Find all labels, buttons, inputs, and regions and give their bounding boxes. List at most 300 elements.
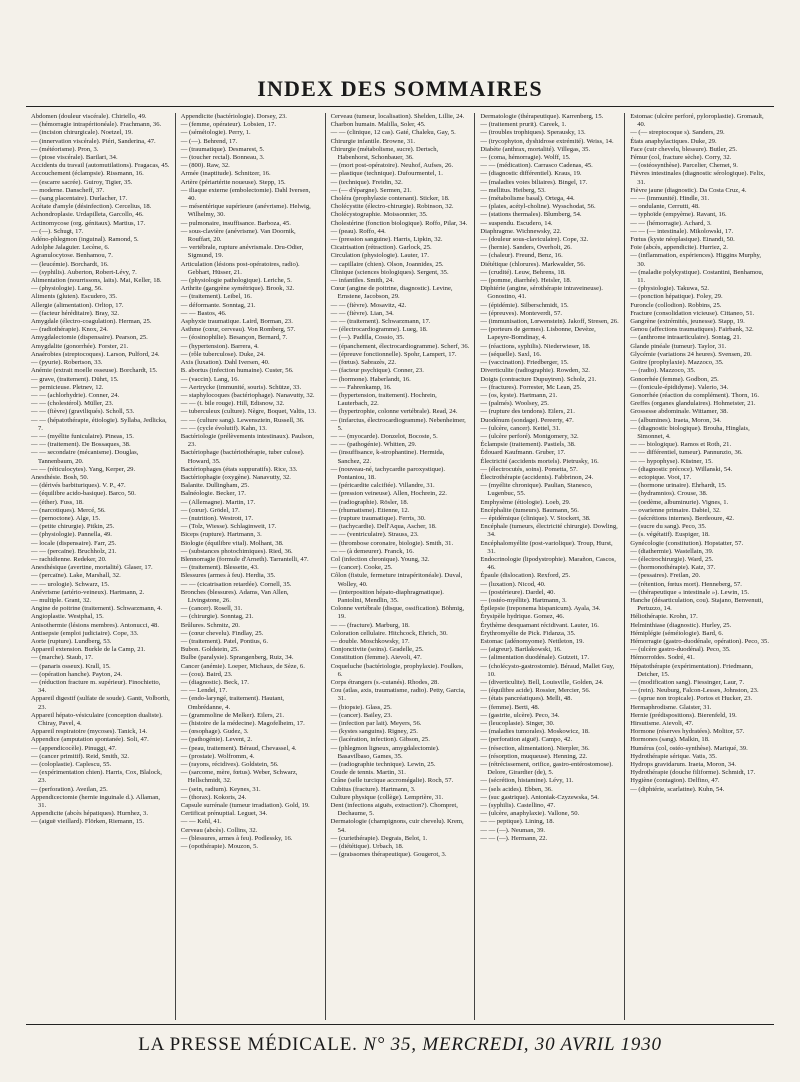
index-entry: — iliaque externe (embolectomie). Dahl Iversen, 40. <box>180 186 311 203</box>
index-entry: — (hormone urinaire). Ehrhardt, 15. <box>630 482 727 490</box>
index-entry: — — secondaire (mécanisme). Douglas, Tannenbaum, 20. <box>31 449 139 465</box>
index-entry: — (sarcome, mère, fœtus). Weber, Schwarz, Hellschmidt, 32. <box>180 769 298 785</box>
index-entry: — (diététique). Urbach, 18. <box>330 843 404 851</box>
footer-issue: N° 35, MERCREDI, 30 AVRIL 1930 <box>363 1034 662 1055</box>
index-entry: — (diagnostic différentiel). Kraus, 19. <box>480 170 582 178</box>
index-entry: Balnéologie. Becker, 17. <box>180 490 246 498</box>
index-entry: — (escarre sacrée). Guiroy, Tigier, 35. <box>31 178 133 186</box>
index-entry: — (épreuves). Monteverdi, 57. <box>480 309 563 317</box>
index-entry: Bactériophages (états suppuratifs). Rice, 33. <box>180 465 298 473</box>
index-entry: Cholérа (prophylaxie contenant). Sticker, 18. <box>330 195 450 203</box>
index-entry: — (maladies voies biliaires). Bingel, 17. <box>480 178 588 186</box>
index-entry: — (narcotiques). Mercé, 56. <box>31 506 106 514</box>
index-entry: — (insuffisance, k-strophantine). Hermida, Sanchez, 22. <box>330 449 445 465</box>
index-entry: — vertébrale, rupture anévrismale. Dru-Odier, Sigmund, 19. <box>180 244 304 260</box>
index-entry: Armée (inaptitude). Schnitzer, 16. <box>180 170 271 178</box>
index-entry: Circulation (physiologie). Lauter, 17. <box>330 252 429 260</box>
index-entry: — (radiographie). Rösler, 18. <box>330 498 409 506</box>
index-entry: Fracture (consolidation vicieuse). Cittaneo, 51. <box>630 309 755 317</box>
index-entry: — (appendicocèle). Pinuggi, 47. <box>31 744 117 752</box>
index-entry: — (sein, radium). Keynes, 31. <box>180 785 261 793</box>
index-entry: — ondulante, Cerrutti, 48. <box>630 203 700 211</box>
index-entry: — (résorption, muqueuse). Henning, 22. <box>480 752 588 760</box>
index-entry: — (curiethérapie). Degrais, Belot, 1. <box>330 834 428 842</box>
index-entry: Capsule surrénale (tumeur irradiation). Gold, 19. <box>180 802 310 810</box>
index-entry: — (ptose viscérale). Barilari, 34. <box>31 154 118 162</box>
index-column-5 <box>624 113 774 1020</box>
index-entry: — (ostéosynthèse). Parcelier, Chemet, 9. <box>630 162 738 170</box>
index-entry: Bubon. Goldstein, 25. <box>180 646 239 654</box>
index-columns <box>26 113 774 1020</box>
index-entry: — (porteurs de germes). Lisbonne, Devèze, Lapeyre-Bomdinay, 4. <box>480 326 596 342</box>
index-entry: Appareil extension. Burkle de la Camp, 21. <box>31 646 146 654</box>
index-entry: Bactériophagie (oxygène). Nanavutty, 32. <box>180 473 291 481</box>
index-entry: — (blessures, armes à feu). Podlessky, 16. <box>180 834 293 842</box>
index-entry: — (hémorragie intrapéritonéale). Frachmann, 36. <box>31 121 162 129</box>
index-entry: Certificat prénuptial. Leguet, 34. <box>180 810 268 818</box>
index-entry: Glande pinéale (tumeur). Taylor, 31. <box>630 342 727 350</box>
index-entry: Hormones (sang). Malkin, 18. <box>630 736 710 744</box>
index-entry: — (opération hanche). Payton, 24. <box>31 670 123 678</box>
index-entry: Hémiplégie (séméiologie). Bard, 6. <box>630 629 724 637</box>
index-entry: — (rétention, fœtus mort). Henneberg, 57. <box>630 580 742 588</box>
index-entry: Grossesse abdominale. Wittamer, 38. <box>630 408 729 416</box>
index-entry: Dermatologie (thérapeutique). Karrenberg, 15. <box>480 113 604 120</box>
index-entry: Fémur (col, fracture sèche). Corry, 32. <box>630 154 732 162</box>
index-entry: — (fonicule-épididyme). Valerio, 34. <box>630 383 729 391</box>
index-entry: — (graissomes thérapeutique). Gougerot, 3. <box>330 851 447 859</box>
index-entry: Érythème desquamant récidivant. Lauter, 16. <box>480 621 599 629</box>
index-entry: Hanche (désarticulation, cou). Stajano, Benvenuti, Pertuzzo, 14. <box>630 596 764 613</box>
index-entry: — ectopique. Voot, 17. <box>630 473 692 481</box>
index-entry: — (réduction fracture m. supérieur). Finochietto, 34. <box>31 679 161 695</box>
index-entry: — (suc gastrique). Antoniak-Czyzewska, 54. <box>480 793 599 801</box>
index-entry: — (ulcère, cancer). Kettel, 31. <box>480 424 561 432</box>
index-entry: — (traitement). Leibel, 16. <box>180 293 252 301</box>
index-entry: Doigts (contracture Dupuytren). Scholz, 21. <box>480 375 597 383</box>
index-entry: Estomac (ulcère perforé, pyloroplastie). Gromault, 40. <box>630 113 764 129</box>
index-entry: — (diathermie). Wastellain, 39. <box>630 547 714 555</box>
index-entry: Anesthésie. Bosh, 50. <box>31 473 89 481</box>
index-entry: — (lacération, infection). Gibson, 25. <box>330 736 430 744</box>
index-column-4 <box>474 113 624 1020</box>
index-entry: Fièvre jaune (diagnostic). Da Costa Cruz, 4. <box>630 186 747 194</box>
index-entry: — (postérieure). Dardel, 40. <box>480 588 556 596</box>
index-entry: — (sang placentaire). Durlacher, 17. <box>31 195 128 203</box>
index-entry: — (réactions, syphilis). Niederwieser, 18. <box>480 342 591 350</box>
index-entry: — ovarienne primaire. Dabiel, 32. <box>630 506 721 514</box>
index-entry: — (histoire de la médecine). Magofelheim, 17. <box>180 720 305 728</box>
index-entry: Coqueluche (bactériologie, prophylaxie). Foulkes, 6. <box>330 662 464 678</box>
index-entry: — (cancer). Rosell, 31. <box>180 605 243 613</box>
index-entry: Alimentation (nourrissons, laits). Mai, Keller, 18. <box>31 277 162 285</box>
index-entry: Fœtus (kyste néoplasique). Einandi, 50. <box>630 236 735 244</box>
index-entry: — (femme). Berti, 48. <box>480 703 540 711</box>
index-entry: Endocrinologie (lipodystrophie). Marañon, Cascos, 46. <box>480 555 616 572</box>
index-entry: Amygdalectomie (dispensaire). Pearson, 25. <box>31 334 148 342</box>
index-entry: Amygdalite (gonorrhée). Forster, 21. <box>31 342 129 350</box>
index-entry: Diabète (anthrax, mortalité). Villegas, 35. <box>480 145 591 153</box>
index-entry: Appendice (amputation spontanée). Soli, 47. <box>31 736 149 744</box>
index-entry: — — (fièvre) (graviliqués). Scholl, 53. <box>31 408 135 416</box>
index-entry: Hémorroïdes. Sodré, 41. <box>630 654 695 662</box>
index-entry: Clinique (sciences biologiques). Sergent, 35. <box>330 268 449 276</box>
index-entry: Adéno-phlegmon (inguinal). Ramond, 5. <box>31 236 139 244</box>
index-entry: Hormone (réserves hydratées). Molitor, 57. <box>630 728 745 736</box>
index-entry: — (gastrite, ulcère). Peco, 34. <box>480 711 560 719</box>
index-entry: — — (immunité). Hindle, 31. <box>630 195 710 203</box>
index-entry: Érythromyélie de Pick. Fidanza, 35. <box>480 629 576 637</box>
index-column-1 <box>26 113 175 1020</box>
index-entry: — — (hémorragie). Achard, 3. <box>630 219 712 227</box>
index-entry: Greffes (organes glandulaires). Hohmeister, 21. <box>630 400 756 408</box>
index-entry: — (rhumatisme). Etienne, 12. <box>330 506 410 514</box>
index-entry: — (plaies, acétyl-choline). Wysschodat, 56. <box>480 203 596 211</box>
index-entry: — rachidienne. Redeker, 20. <box>31 555 107 563</box>
index-entry: — (thérapeutique « intestinale »). Lewin, 15. <box>630 588 750 596</box>
index-entry: — (leucoplasie). Singer, 30. <box>480 720 555 728</box>
index-entry: — — (achlorhydrie). Conner, 24. <box>31 391 120 399</box>
index-entry: — (rayons, récidives). Goldstein, 56. <box>180 761 279 769</box>
index-entry: — (dérivés barbituriques). V. P., 47. <box>31 482 126 490</box>
index-entry: Gynécologie (constitution). Hopstatter, 57. <box>630 539 744 547</box>
index-entry: — (sucre du sang). Peco, 35. <box>630 523 707 531</box>
index-entry: — suspendu. Escudero, 14. <box>480 219 553 227</box>
index-entry: Balanite. Dullingham, 25. <box>180 482 250 490</box>
index-entry: — (équilibre acido-basique). Barco, 50. <box>31 490 136 498</box>
index-entry: Anaérobies (streptocoques). Larson, Pulford, 24. <box>31 350 160 358</box>
index-entry: — (physiologie). Pannella, 49. <box>31 531 112 539</box>
index-entry: Bulbe (paralysie). Sprangenberg, Ruiz, 34. <box>180 654 294 662</box>
index-entry: — (sels acides). Ebben, 36. <box>480 785 553 793</box>
index-entry: — — (—). Hermann, 22. <box>480 834 548 842</box>
index-entry: — (infection par lait). Meyers, 56. <box>330 720 422 728</box>
index-entry: Côlon (fistule, fermeture intrapéritonéale). Duval, Wolley, 40. <box>330 572 463 588</box>
index-entry: Duodénum (sondage). Pereerty, 47. <box>480 416 574 424</box>
index-entry: — — Fahrenkamp, 16. <box>330 383 392 391</box>
index-entry: — — (fièvre). Mosavitz, 42. <box>330 301 407 309</box>
index-entry: — (vaccination). Friedberger, 15. <box>480 359 569 367</box>
index-entry: — (—). Behrend, 17. <box>180 137 238 145</box>
index-entry: — (technique). Freidin, 32. <box>330 178 403 186</box>
index-entry: — (chirurgie). Sonntag, 21. <box>180 613 254 621</box>
index-entry: Chirurgie (métabolisme, sucre). Dertsch, Habenhorst, Schonbauer, 36. <box>330 145 439 162</box>
index-entry: — (épidémie). Silberschmidt, 15. <box>480 301 569 309</box>
index-entry: — (thorax). Kokoris, 24. <box>180 793 247 801</box>
index-entry: — (ponction hépatique). Foley, 29. <box>630 293 723 301</box>
index-entry: — (rein). Neuburg, Falcon-Lesses, Johnston, 23. <box>630 687 759 695</box>
index-entry: — grave, (traitement). Dührt, 15. <box>31 375 119 383</box>
index-entry: — (diphtérie, scarlatine). Kuhn, 54. <box>630 785 725 793</box>
index-entry: — — (— intestinale). Mikolowski, 17. <box>630 227 734 235</box>
index-entry: — multiple. Grant, 32. <box>31 596 92 604</box>
index-entry: Édouard Kaufmann. Gruber, 17. <box>480 449 566 457</box>
index-entry: Hémorragie (gastro-duodénale, opération). Peco, 35. <box>630 638 769 645</box>
index-entry: — (radiothérapie). Knox, 24. <box>31 326 108 334</box>
index-entry: — (diverticulite). Bell, Louisville, Golden, 24. <box>480 679 604 687</box>
index-entry: — (stations thermales). Blumberg, 54. <box>480 211 582 219</box>
index-entry: Arthrite (gangrène symétrique). Brook, 32. <box>180 285 295 293</box>
index-entry: — (syphilis). Castellino, 47. <box>480 802 556 810</box>
index-entry: — typhoïde (empyème). Ravant, 16. <box>630 211 727 219</box>
index-entry: — (crudité). Leuw, Behrens, 18. <box>480 268 566 276</box>
index-entry: — (alimentation duodénale). Gutzeit, 17. <box>480 654 589 662</box>
index-entry: — (—). Padilla, Cossio, 35. <box>330 334 405 342</box>
index-entry: Appareil hépato-vésiculaire (conception dualiste). Chiray, Pavel, 4. <box>31 711 163 728</box>
index-entry: Dent (infections aiguës, extraction?). Chompret, Dechaume, 5. <box>330 802 458 818</box>
index-entry: Brûlures. Schmitz, 20. <box>180 621 240 629</box>
index-entry: — mésentérique supérieure (anévrisme). Helwig, Wilhelmy, 30. <box>180 203 311 219</box>
index-entry: — (incision chirurgicale). Noetzel, 19. <box>31 129 133 137</box>
index-entry: — plastique (technique). Dufourmentel, 1. <box>330 170 443 178</box>
index-entry: — (expérimentation chien). Harris, Cox, Blalock, 23. <box>31 769 162 785</box>
index-entry: — (hypertension, traitement). Hochrein, Lauterbach, 22. <box>330 391 437 408</box>
index-entry: Encéphalomyélite (post-variolique). Troup, Hurst, 31. <box>480 539 613 555</box>
index-entry: Face (cuir chevelu, blessure). Butler, 25. <box>630 145 738 153</box>
index-entry: Électricité (accidents mortels). Pietrusky, 16. <box>480 457 599 465</box>
index-entry: Gangrène (extrémités, jeunesse). Stapp, 19. <box>630 318 745 326</box>
index-entry: — (hypertrophie, colonne vertébrale). Read, 24. <box>330 408 458 416</box>
index-entry: — (os, kyste). Hartmann, 21. <box>480 391 558 399</box>
index-entry: — (cou). Baird, 23. <box>180 670 233 678</box>
index-entry: — (percaïne). Lake, Marshall, 32. <box>31 572 121 580</box>
index-entry: — (tachycardie). Dell'Aqua, Ascher, 18. <box>330 523 437 531</box>
index-entry: Accidents du travail (automutilations). Fragacas, 45. <box>31 162 170 170</box>
index-entry: Culture physique (collège). Lemprière, 31. <box>330 793 444 801</box>
index-entry: — pulmonaire, insuffisance. Barboza, 45. <box>180 219 291 227</box>
index-entry: — (mort post-opératoire). Neuhof, Aufses, 26. <box>330 162 454 170</box>
index-entry: Gonorrhée (réaction du complément). Thorn, 16. <box>630 391 759 399</box>
index-entry: — (pyurie). Robertson, 33. <box>31 359 103 367</box>
index-entry: — (cancer primitif). Reid, Smith, 32. <box>31 752 129 760</box>
index-entry: — double. Moschkowsky, 17. <box>330 638 410 645</box>
index-entry: Électrothérapie (accidents). Fabbrinon, 24. <box>480 473 594 481</box>
index-entry: — (leucémie). Borchardt, 16. <box>31 260 109 268</box>
index-entry: — (s. végétatif). Euspiger, 18. <box>630 531 710 539</box>
index-entry: — (rupture traumatique). Ferris, 30. <box>330 514 426 522</box>
index-entry: — (résection, alimentation). Nierpler, 36. <box>480 744 590 752</box>
index-entry: Cœur (angine de poitrine, diagnostic). Levine, Ernstene, Jacobson, 29. <box>330 285 453 301</box>
index-entry: — (facteur héréditaire). Bray, 32. <box>31 309 119 317</box>
index-entry: — mellitus. Heiberg, 53. <box>480 186 546 194</box>
index-entry: — — (à demeurer). Franck, 16. <box>330 547 415 555</box>
index-entry: — (épreuve fonctionnelle). Spohr, Lampert, 17. <box>330 350 457 358</box>
footer-rule <box>26 1024 774 1025</box>
index-entry: — (pression veineuse). Allen, Hochrein, 22. <box>330 490 447 498</box>
index-entry: — (traitement prurit). Careek, 1. <box>480 121 567 129</box>
index-entry: Aorte (rupture). Lundberg, 53. <box>31 638 112 645</box>
index-entry: Crâne (selle turcique accromégalie). Roch, 57. <box>330 777 454 785</box>
index-entry: Angioplastie. Westphal, 15. <box>31 613 104 621</box>
index-entry: Aliments (gluten). Escudero, 35. <box>31 293 118 301</box>
index-entry: Appendicite (abcès hépatiques). Hurnhez, 3. <box>31 810 148 818</box>
index-entry: — (800). Raw, 32. <box>180 162 230 170</box>
index-entry: Appendicite (bactériologie). Dorsey, 23. <box>180 113 287 120</box>
index-entry: Fièvres intestinales (diagnostic sérologique). Felix, 31. <box>630 170 765 186</box>
index-entry: — — Kehl, 41. <box>180 818 222 826</box>
index-entry: Accouchement (éclampsie). Rissmann, 16. <box>31 170 144 178</box>
index-entry: — (luxation). Nicod, 40. <box>480 580 546 588</box>
index-entry: Cholécystographie. Moissonnier, 35. <box>330 211 428 219</box>
index-entry: Diphtérie (angine, sérothérapie intraveineuse). Gonostino, 41. <box>480 285 603 301</box>
index-entry: — (peau). Roffo, 44. <box>330 227 386 235</box>
index-entry: Appareil respiratoire (mycoses). Tanick, 14. <box>31 728 148 736</box>
index-entry: — — (t. bile rouge). Hill, Edisnow, 32. <box>180 400 285 408</box>
index-entry: Épaule (dislocation). Rexford, 25. <box>480 572 571 580</box>
index-entry: — (infarctus, électrocardiogramme). Nebenheimer, 5. <box>330 416 466 432</box>
index-entry: — — (cholestérol). Müller, 23. <box>31 400 114 408</box>
index-column-3 <box>325 113 475 1020</box>
index-entry: Hernie (prédispositions). Bierenfeld, 19. <box>630 711 737 719</box>
index-entry: Actinomycose (org. génitaux). Martius, 17. <box>31 219 146 227</box>
index-entry: — (aigreur). Bartlakowski, 16. <box>480 646 562 654</box>
index-entry: Asphyxie traumatique. Laird, Borman, 23. <box>180 318 293 326</box>
index-entry: — (— streptocoque s). Sanders, 29. <box>630 129 725 137</box>
index-entry: — (radio). Mazzoco, 35. <box>630 367 696 375</box>
index-entry: — (séméiologie). Perry, 1. <box>180 129 251 137</box>
index-entry: Emphysème (étiologie). Loeb, 29. <box>480 498 571 506</box>
index-entry: Achondroplasie. Urdapilleta, Garcollo, 46. <box>31 211 144 219</box>
index-entry: Encéphalite (tumeurs). Baumann, 56. <box>480 506 579 514</box>
index-entry: — (physiologie pathologique). Leriche, 5. <box>180 277 292 285</box>
index-entry: B. abortus (infection humaine). Custer, 56. <box>180 367 294 375</box>
index-entry: Antisepsie (emploi judiciaire). Cope, 33. <box>31 629 139 637</box>
index-entry: — (diagnostic). Beck, 17. <box>180 679 249 687</box>
index-entry: Bactériophage (bactériothérapie, tuber culose). Howard, 35. <box>180 449 305 465</box>
index-entry: Bronches (blessures). Adams, Van Allen, Livingstone, 26. <box>180 588 289 604</box>
index-entry: Axis (luxation). Dahl Iversen, 40. <box>180 359 270 367</box>
index-entry: — (sécrétions internes). Berdeoure, 42. <box>630 514 735 522</box>
index-entry: Helminthiase (diagnostic). Hurley, 25. <box>630 621 732 629</box>
index-entry: — (ulcère perforé). Montgomery, 32. <box>480 432 579 440</box>
index-entry: — épidémique (clinique). V. Stockert, 38. <box>480 514 591 522</box>
index-entry: — (marche). Staub, 17. <box>31 654 93 662</box>
index-entry: — (perforation aiguë). Campo, 42. <box>480 736 573 744</box>
index-entry: Anévrisme (artério-veineux). Hartmann, 2. <box>31 588 145 596</box>
index-entry: — staphylocoques (bactériophage). Nanavutty, 32. <box>180 391 315 399</box>
index-entry: — (petite chirurgie). Pitkin, 25. <box>31 523 115 531</box>
index-entry: — (physiologie). Lang, 56. <box>31 285 103 293</box>
index-entry: Cerveau (tumeur, localisation). Shelden, Lillie, 24. <box>330 113 465 120</box>
index-entry: — (palmés). Woolsey, 25. <box>480 400 549 408</box>
index-entry: — locale (dispensaire). Farr, 25. <box>31 539 117 547</box>
index-entry: Hygiène (contagion). Delfino, 47. <box>630 777 720 785</box>
footer-journal: LA PRESSE MÉDICALE. <box>138 1034 358 1055</box>
index-entry: — — (clinique, 12 cas). Gaté, Chaleku, Gay, 5. <box>330 129 456 137</box>
index-entry: — (ulcère gastro-duodénal). Peco, 35. <box>630 646 731 654</box>
index-entry: Encéphale (tumeurs, électricité chirurgie). Dowling, 34. <box>480 523 618 539</box>
index-entry: — — (culture sang). Lewensztein, Russell, 36. <box>180 416 305 424</box>
index-entry: Épilepsie (treponema hispanicum). Ayala, 34. <box>480 605 601 613</box>
index-entry: — (maladie polykystique). Costantini, Benhamou, 11. <box>630 268 764 285</box>
index-entry: Anisothermie (lésions membres). Antonucci, 48. <box>31 621 160 629</box>
index-entry: — — (réticulocytes). Yang, Kerper, 29. <box>31 465 136 473</box>
index-entry: Hydrothérapie sérique. Vatis, 35. <box>630 752 717 760</box>
index-entry: Chirurgie infantile. Browne, 31. <box>330 137 416 145</box>
index-entry: Diététique (chlorures). Markwalder, 56. <box>480 260 586 268</box>
index-entry: — — biologique). Ramos et Roth, 21. <box>630 441 732 449</box>
index-entry: — (sécrétion, histamine). Lévy, 11. <box>480 777 574 785</box>
index-entry: — — (myocarde). Donzelot, Bocoste, 5. <box>330 432 438 440</box>
index-entry: Dermatologie (champignons, cuir chevelu). Krem, 54. <box>330 818 464 834</box>
index-entry: Constitution (femme). Aievoli, 47. <box>330 654 422 662</box>
index-entry: — (anthrome intraarticulaire). Sontag, 21. <box>630 334 742 342</box>
index-entry: Furoncle (collodion). Robbins, 25. <box>630 301 722 309</box>
index-entry: — — (percaïne). Bruchholz, 21. <box>31 547 117 555</box>
index-entry: — (Allemagne). Martin, 17. <box>180 498 256 506</box>
index-entry: — (rupture des tendons). Eilers, 21. <box>480 408 575 416</box>
index-entry: — tuberculeux (culture). Nègre, Boquet, Valtis, 13. <box>180 408 316 416</box>
index-entry: — (éther). Fuss, 18. <box>31 498 84 506</box>
index-entry: — (hernie). Sanders, Overholt, 26. <box>480 244 572 252</box>
index-entry: — — (myélite funiculaire). Pineas, 15. <box>31 432 134 440</box>
index-entry: — (rôle tuberculose). Duke, 24. <box>180 350 265 358</box>
index-entry: Corps étrangers (s.-cutanés). Rhodes, 28. <box>330 679 439 687</box>
index-entry: — — (fièvre). Lian, 34. <box>330 309 394 317</box>
index-entry: — (chaleur). Freund, Benz, 16. <box>480 252 563 260</box>
index-entry: — (douleur sous-claviculaire). Cope, 32. <box>480 236 589 244</box>
index-entry: — — différentiel, tumeur). Pannunzio, 36. <box>630 449 743 457</box>
index-entry: — (modification sang). Fiessinger, Laur, 7. <box>630 679 745 687</box>
index-entry: — (séquelle). Saxl, 16. <box>480 350 542 358</box>
index-entry: Cerveau (abcès). Collins, 32. <box>180 826 258 834</box>
index-entry: Estomac (adénomyome). Nettleton, 19. <box>480 638 585 645</box>
index-entry: — (facteur psychique). Conner, 23. <box>330 367 424 375</box>
index-entry: — (oedème, albuminurie). Vignes, 1. <box>630 498 729 506</box>
index-entry: — (électrocardiogramme). Lueg, 18. <box>330 326 428 334</box>
index-entry: — (épanchement, électrocardiogramme). Scherf, 36. <box>330 342 470 350</box>
index-entry: — (ostéo-myélite). Hartmann, 3. <box>480 596 567 604</box>
index-entry: — (thrombose coronaire, biologie). Smith, 31. <box>330 539 454 547</box>
index-entry: Col (infection chronique). Young, 32. <box>330 555 430 563</box>
index-entry: — (nouveau-né, tachycardie paroxystique). Pontaniou, 18. <box>330 465 446 481</box>
index-entry: Coude de tennis. Martin, 31. <box>330 769 406 777</box>
index-entry: Hépatothérapie (expérimentation). Friedmann, Deicher, 15. <box>630 662 753 678</box>
index-entry: Anesthésique (avertine, mortalité). Glaser, 17. <box>31 564 153 572</box>
index-entry: Gonorrhée (femme). Godbon, 25. <box>630 375 719 383</box>
index-entry: — (pomme, diarrhée). Heisler, 18. <box>480 277 572 285</box>
index-entry: — (inflammation, expériences). Higgins Murphy, 30. <box>630 252 762 268</box>
index-entry: — (pessaires). Freilan, 20. <box>630 572 701 580</box>
index-entry: — déformante. Sonntag, 21. <box>180 301 256 309</box>
index-entry: Charbon humain. Malilla, Soler, 45. <box>330 121 426 129</box>
index-entry: — — (médication). Carrasco Cadenas, 45. <box>480 162 593 170</box>
index-entry: Conjonctivite (soins). Gradelle, 25. <box>330 646 424 654</box>
index-entry: — (grammoline de Melker). Eilers, 21. <box>180 711 285 719</box>
index-entry: — — peptique). Lining, 18. <box>480 818 555 826</box>
index-entry: — (radiographie technique). Lewin, 25. <box>330 761 436 769</box>
index-entry: Biceps (rupture). Hartmann, 3. <box>180 531 262 539</box>
index-entry: Acétate d'amyle (désinfection). Cercelius, 18. <box>31 203 152 211</box>
index-entry: — (—). Schugt, 17. <box>31 227 84 235</box>
index-entry: — (traitement). Patel, Pontius, 6. <box>180 638 268 645</box>
index-entry: Cubitus (fracture). Hartmann, 3. <box>330 785 416 793</box>
index-entry: — (perforation). Aveilan, 25. <box>31 785 108 793</box>
index-entry: — (ulcère, anaphylaxie). Vallone, 50. <box>480 810 580 818</box>
index-entry: — capillaire (chien). Olson, Joannides, 25. <box>330 260 444 268</box>
index-entry: — — Lendel, 17. <box>180 687 228 695</box>
index-entry: — (pathogénie). Levent, 2. <box>180 736 253 744</box>
index-entry: — (toucher rectal). Bonneau, 3. <box>180 154 265 162</box>
index-entry: Diaphragme. Wichnewsky, 22. <box>480 227 562 235</box>
index-entry: Appendicectomie (hernie inguinale d.). Allaman, 31. <box>31 793 161 810</box>
index-entry: — (traumatique). Desmarest, 5. <box>180 145 265 153</box>
index-entry: Blennorragie (formule d'Arneth). Tarrantelli, 47. <box>180 555 309 563</box>
index-entry: Angine de poitrine (traitement). Schwarzmann, 4. <box>31 605 163 613</box>
index-entry: — — (traitement). Schwarzmann, 17. <box>330 318 431 326</box>
index-entry: Hydrothérapie (douche filiforme). Schmidt, 17. <box>630 769 756 777</box>
index-entry: Humérus (col, ostéo-synthèse). Mariqué, 39. <box>630 744 748 752</box>
